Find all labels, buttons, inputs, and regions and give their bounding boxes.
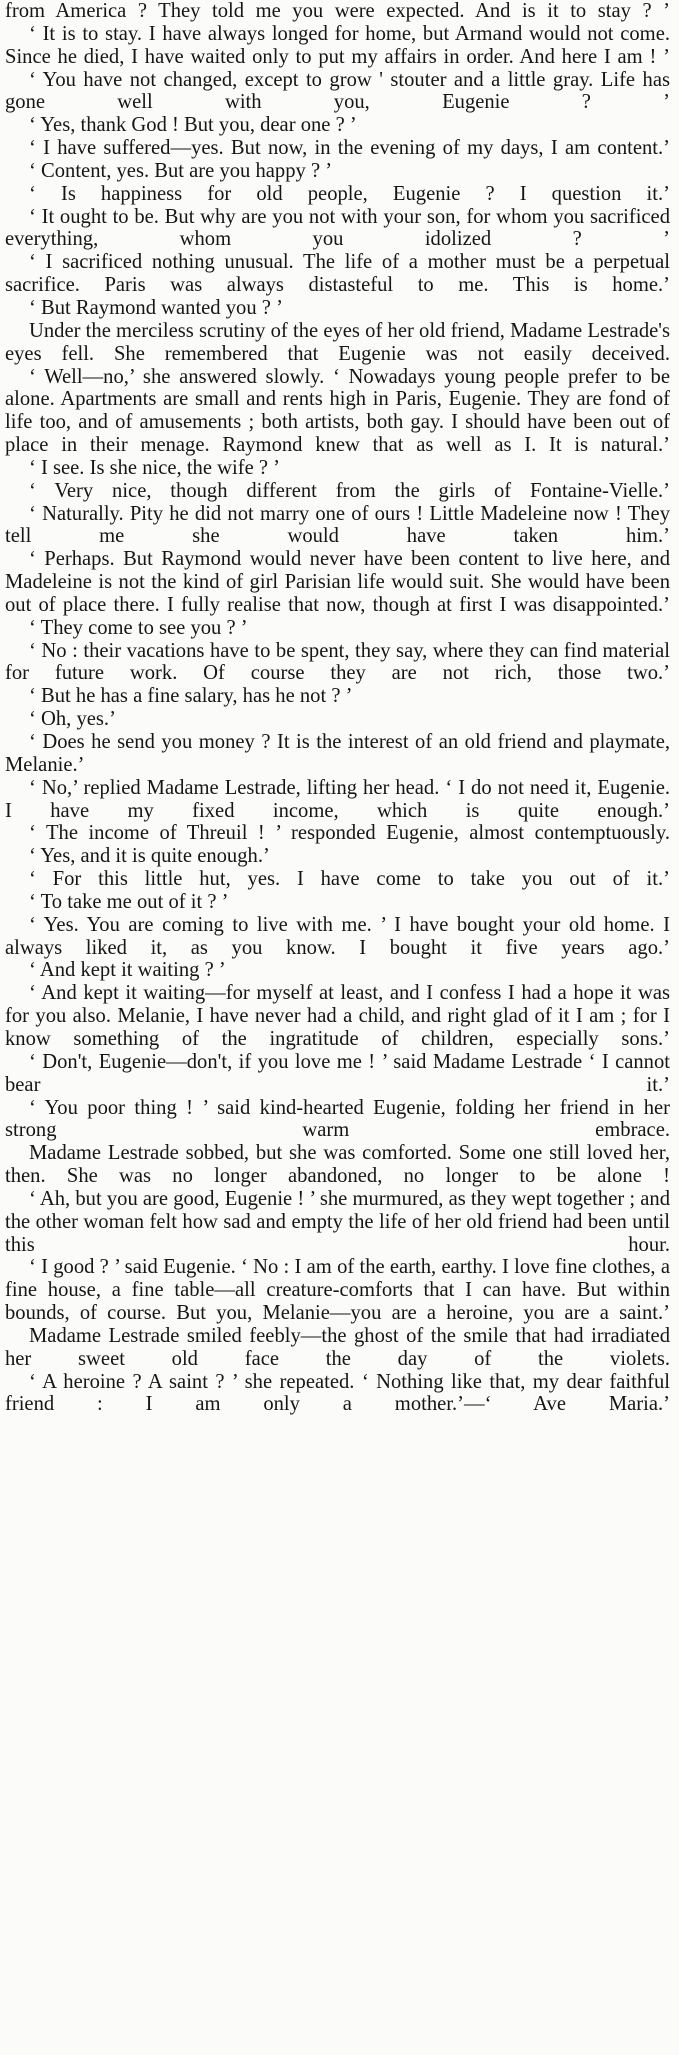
paragraph: ‘ Yes, thank God ! But you, dear one ? ’ [29,114,357,137]
paragraph: ‘ Yes, and it is quite enough.’ [29,845,270,868]
paragraph: from America ? They told me you were expected. And is it to stay ? ’ [5,0,670,22]
paragraph: ‘ And kept it waiting ? ’ [29,959,226,982]
paragraph: ‘ Perhaps. But Raymond would never have been content to live here, and Madeleine is not the kind of girl Parisian life would suit. She would have been out of place there. I fully realise that now, though at first I was disappointed.’ [5,548,670,616]
paragraph: ‘ They come to see you ? ’ [29,616,248,639]
paragraph: ‘ Very nice, though different from the girls of Fontaine-Vielle.’ [29,479,670,502]
paragraph: ‘ Don't, Eugenie—don't, if you love me ! ’ said Madame Lestrade ‘ I cannot bear it.’ [5,1050,670,1096]
paragraph: ‘ Ah, but you are good, Eugenie ! ’ she murmured, as they wept together ; and the other woman felt how sad and empty the life of her old friend had been until this hour. [5,1187,670,1256]
paragraph: ‘ Yes. You are coming to live with me. ’ I have bought your old home. I always liked it, as you know. I bought it five years ago.’ [5,913,670,959]
paragraph: ‘ No,’ replied Madame Lestrade, lifting her head. ‘ I do not need it, Eugenie. I have my fixed income, which is quite enough.’ [5,776,670,822]
paragraph: Madame Lestrade sobbed, but she was comforted. Some one still loved her, then. She was no longer abandoned, no longer to be alone ! [5,1142,670,1188]
paragraph: ‘ Oh, yes.’ [29,708,116,731]
paragraph: ‘ Well—no,’ she answered slowly. ‘ Nowadays young people prefer to be alone. Apartments are small and rents high in Paris, Eugenie. They are fond of life too, and of amusements ; both artists, both gay. I should have been out of place in their menage. Raymond knew that as well as I. It is natural.’ [5,365,670,457]
paragraph: ‘ You have not changed, except to grow ' stouter and a little gray. Life has gone well with you, Eugenie ? ’ [5,68,670,114]
paragraph: ‘ But he has a fine salary, has he not ? ’ [29,685,353,708]
paragraph: ‘ A heroine ? A saint ? ’ she repeated. ‘ Nothing like that, my dear faithful friend : I am only a mother.’—‘ Ave Maria.’ [5,1370,670,1416]
paragraph: ‘ To take me out of it ? ’ [29,890,229,913]
paragraph: ‘ And kept it waiting—for myself at least, and I confess I had a hope it was for you also. Melanie, I have never had a child, and right glad of it I am ; for I know something of the ingratitude of children, especially sons.’ [5,982,670,1050]
paragraph: ‘ Does he send you money ? It is the interest of an old friend and playmate, Melanie.’ [5,731,670,776]
paragraph: ‘ I good ? ’ said Eugenie. ‘ No : I am of the earth, earthy. I love fine clothes, a fine house, a fine table—all creature-comforts that I can have. But within bounds, of course. But you, Melanie—you are a heroine, you are a saint.’ [5,1256,670,1325]
paragraph: ‘ Naturally. Pity he did not marry one of ours ! Little Madeleine now ! They tell me she would have taken him.’ [5,502,670,548]
paragraph: ‘ The income of Threuil ! ’ responded Eugenie, almost contemptuously. [29,822,670,845]
paragraph: Madame Lestrade smiled feebly—the ghost of the smile that had irradiated her sweet old face the day of the violets. [5,1324,670,1370]
paragraph: ‘ It is to stay. I have always longed for home, but Armand would not come. Since he died, I have waited only to put my affairs in order. And here I am ! ’ [5,22,670,68]
paragraph: ‘ Is happiness for old people, Eugenie ? I question it.’ [29,182,670,205]
paragraph: ‘ I sacrificed nothing unusual. The life of a mother must be a perpetual sacrifice. Paris was always distasteful to me. This is home.’ [5,251,670,297]
paragraph: ‘ It ought to be. But why are you not with your son, for whom you sacrificed everything, whom you idolized ? ’ [5,205,670,251]
paragraph: Under the merciless scrutiny of the eyes of her old friend, Madame Lestrade's eyes fell. She remembered that Eugenie was not easily deceived. [5,319,670,365]
paragraph: ‘ I see. Is she nice, the wife ? ’ [29,456,281,479]
paragraph: ‘ I have suffered—yes. But now, in the evening of my days, I am content.’ [29,137,670,160]
paragraph: ‘ Content, yes. But are you happy ? ’ [29,159,333,182]
paragraph: ‘ You poor thing ! ’ said kind-hearted Eugenie, folding her friend in her strong warm embrace. [5,1096,670,1142]
paragraph: ‘ No : their vacations have to be spent, they say, where they can find material for future work. Of course they are not rich, those two.’ [5,639,670,685]
paragraph: ‘ But Raymond wanted you ? ’ [29,296,283,319]
paragraph: ‘ For this little hut, yes. I have come to take you out of it.’ [29,868,670,891]
